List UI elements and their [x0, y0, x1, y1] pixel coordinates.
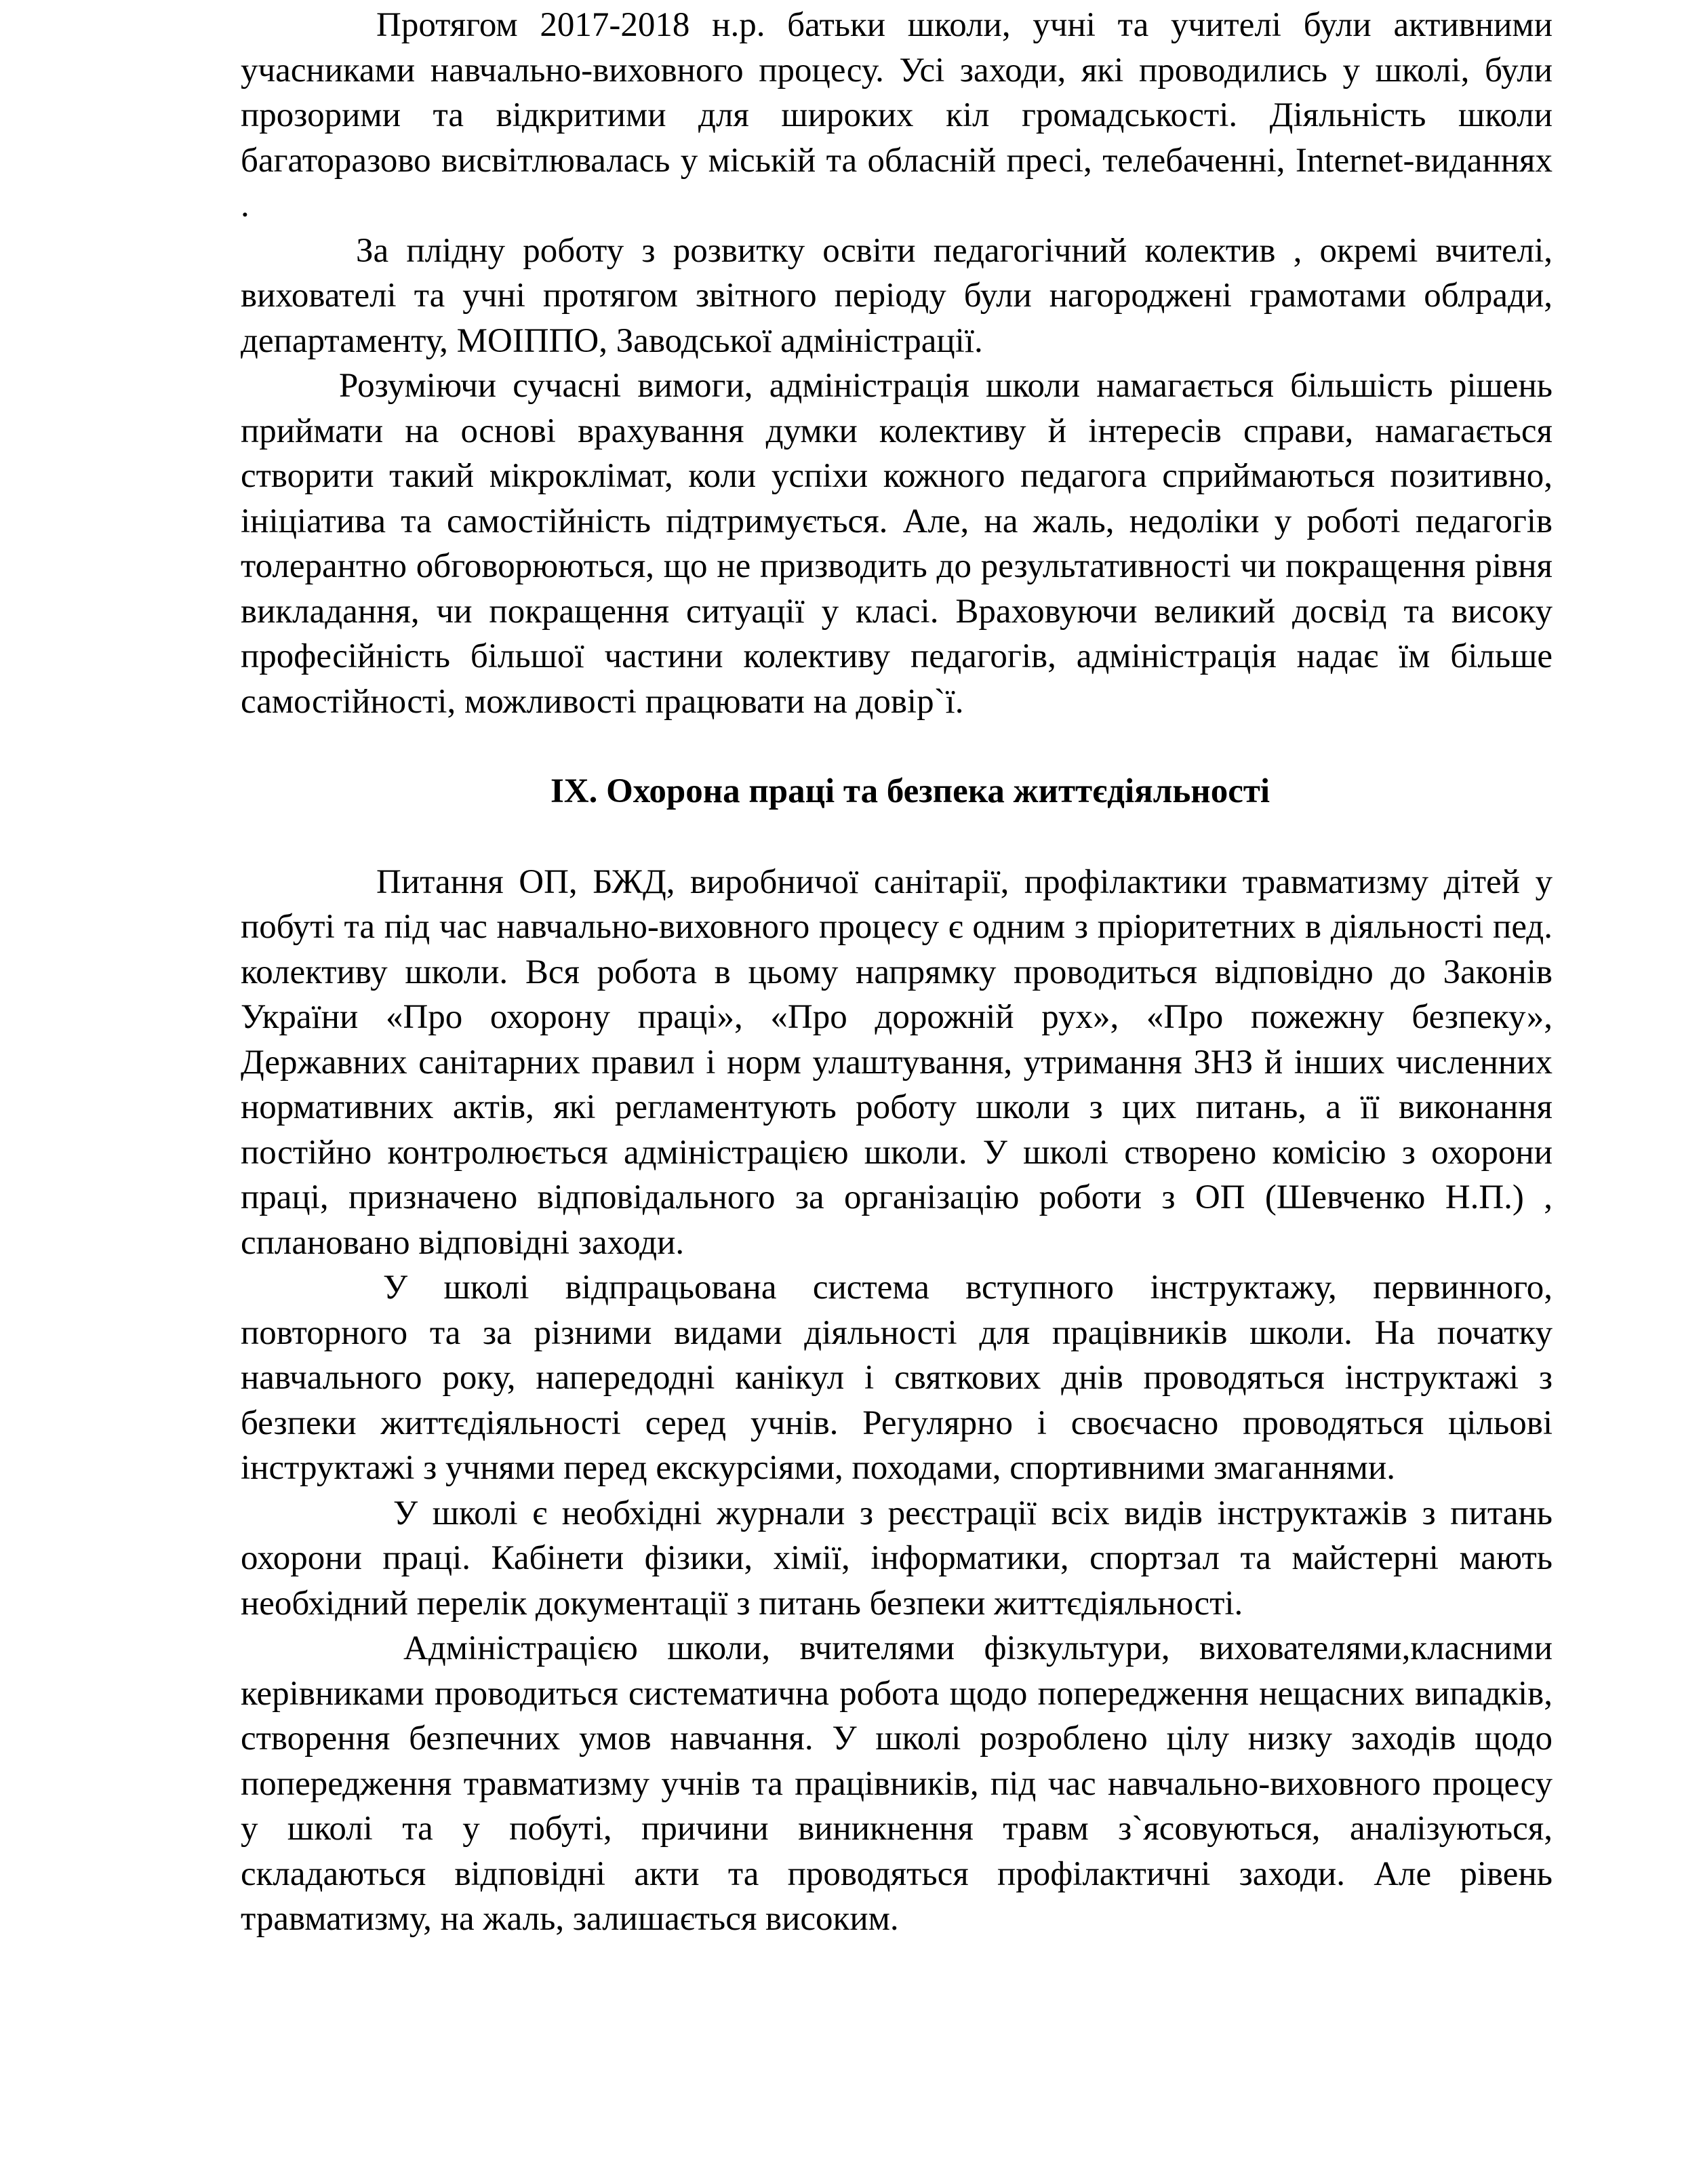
paragraph-parents-participation: Протягом 2017-2018 н.р. батьки школи, учні та учителі були активними учасниками навчально-виховного процесу. Усі заходи, які проводились у школі, були прозорими та відкритими для широких кіл громадськості. Діяльність школи багаторазово висвітлювалась у міській та обласній пресі, телебаченні, Internet-виданнях . [241, 6, 1553, 224]
section-heading: ІХ. Охорона праці та безпека життєдіяльності [550, 772, 1270, 810]
paragraph-injury-prevention: Адміністрацією школи, вчителями фізкультури, вихователями,класними керівниками проводиться систематична робота щодо попередження нещасних випадків, створення безпечних умов навчання. У школі розроблено цілу низку заходів щодо попередження травматизму учнів та працівників, під час навчально-виховного процесу у школі та у побуті, причини виникнення травм з`ясовуються, аналізуються, складаються відповідні акти та проводяться профілактичні заходи. Але рівень травматизму, на жаль, залишається високим. [241, 1629, 1553, 1938]
paragraph-labor-safety: Питання ОП, БЖД, виробничої санітарії, профілактики травматизму дітей у побуті та під час навчально-виховного процесу є одним з пріоритетних в діяльності пед. колективу школи. Вся робота в цьому напрямку проводиться відповідно до Законів України «Про охорону праці», «Про дорожній рух», «Про пожежну безпеку», Державних санітарних правил і норм улаштування, утримання ЗНЗ й інших численних нормативних актів, які регламентують роботу школи з цих питань, а її виконання постійно контролюється адміністрацією школи. У школі створено комісію з охорони праці, призначено відповідального за організацію роботи з ОП (Шевченко Н.П.) , сплановано відповідні заходи. [241, 862, 1553, 1262]
document-body [241, 0, 1553, 1942]
paragraph-awards: За плідну роботу з розвитку освіти педагогічний колектив , окремі вчителі, вихователі та учні протягом звітного періоду були нагороджені грамотами облради, департаменту, МОІППО, Заводської адміністрації. [241, 231, 1553, 360]
paragraph-journals: У школі є необхідні журнали з реєстрації всіх видів інструктажів з питань охорони праці. Кабінети фізики, хімії, інформатики, спортзал та майстерні мають необхідний перелік документації з питань безпеки життєдіяльності. [241, 1494, 1553, 1623]
paragraph-instructions-system: У школі відпрацьована система вступного інструктажу, первинного, повторного та за різними видами діяльності для працівників школи. На початку навчального року, напередодні канікул і святкових днів проводяться інструктажі з безпеки життєдіяльності серед учнів. Регулярно і своєчасно проводяться цільові інструктажі з учнями перед екскурсіями, походами, спортивними змаганнями. [241, 1269, 1553, 1487]
paragraph-administration: Розуміючи сучасні вимоги, адміністрація школи намагається більшість рішень приймати на основі врахування думки колективу й інтересів справи, намагається створити такий мікроклімат, коли успіхи кожного педагога сприймаються позитивно, ініціатива та самостійність підтримується. Але, на жаль, недоліки у роботі педагогів толерантно обговорюються, що не призводить до результативності чи покращення рівня викладання, чи покращення ситуації у класі. Враховуючи великий досвід та високу професійність більшої частини колективу педагогів, адміністрація надає їм більше самостійності, можливості працювати на довір`ї. [241, 367, 1553, 721]
